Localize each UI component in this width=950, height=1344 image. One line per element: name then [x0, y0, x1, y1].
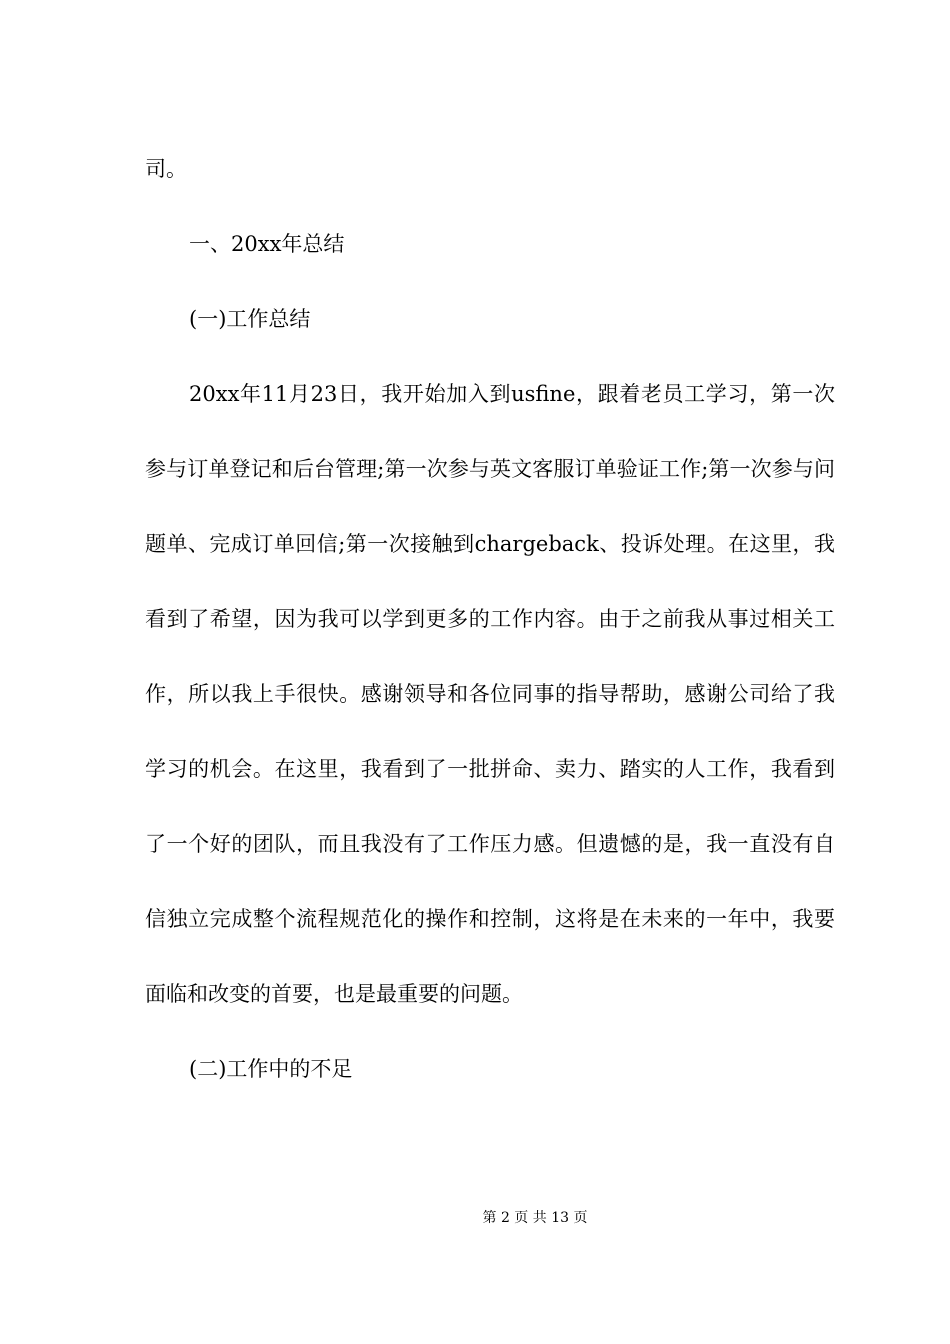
- subsection-heading-shortcomings: (二)工作中的不足: [189, 1057, 353, 1081]
- subsection-heading-work-summary: (一)工作总结: [189, 307, 311, 331]
- paragraph-work-summary: 20xx年11月23日，我开始加入到usfine，跟着老员工学习，第一次参与订单登记和后台管理;第一次参与英文客服订单验证工作;第一次参与问题单、完成订单回信;第一次接触到chargeback、投诉处理。在这里，我看到了希望，因为我可以学到更多的工作内容。由于之前我从事过相关工作，所以我上手很快。感谢领导和各位同事的指导帮助，感谢公司给了我学习的机会。在这里，我看到了一批拼命、卖力、踏实的人工作，我看到了一个好的团队，而且我没有了工作压力感。但遗憾的是，我一直没有自信独立完成整个流程规范化的操作和控制，这将是在未来的一年中，我要面临和改变的首要，也是最重要的问题。: [145, 382, 835, 1006]
- document-body: [145, 132, 835, 1107]
- page-number: 第 2 页 共 13 页: [482, 1210, 588, 1226]
- section-heading-summary: 一、20xx年总结: [189, 232, 345, 256]
- page-footer: [0, 1206, 950, 1230]
- paragraph-continuation: 司。: [145, 157, 187, 181]
